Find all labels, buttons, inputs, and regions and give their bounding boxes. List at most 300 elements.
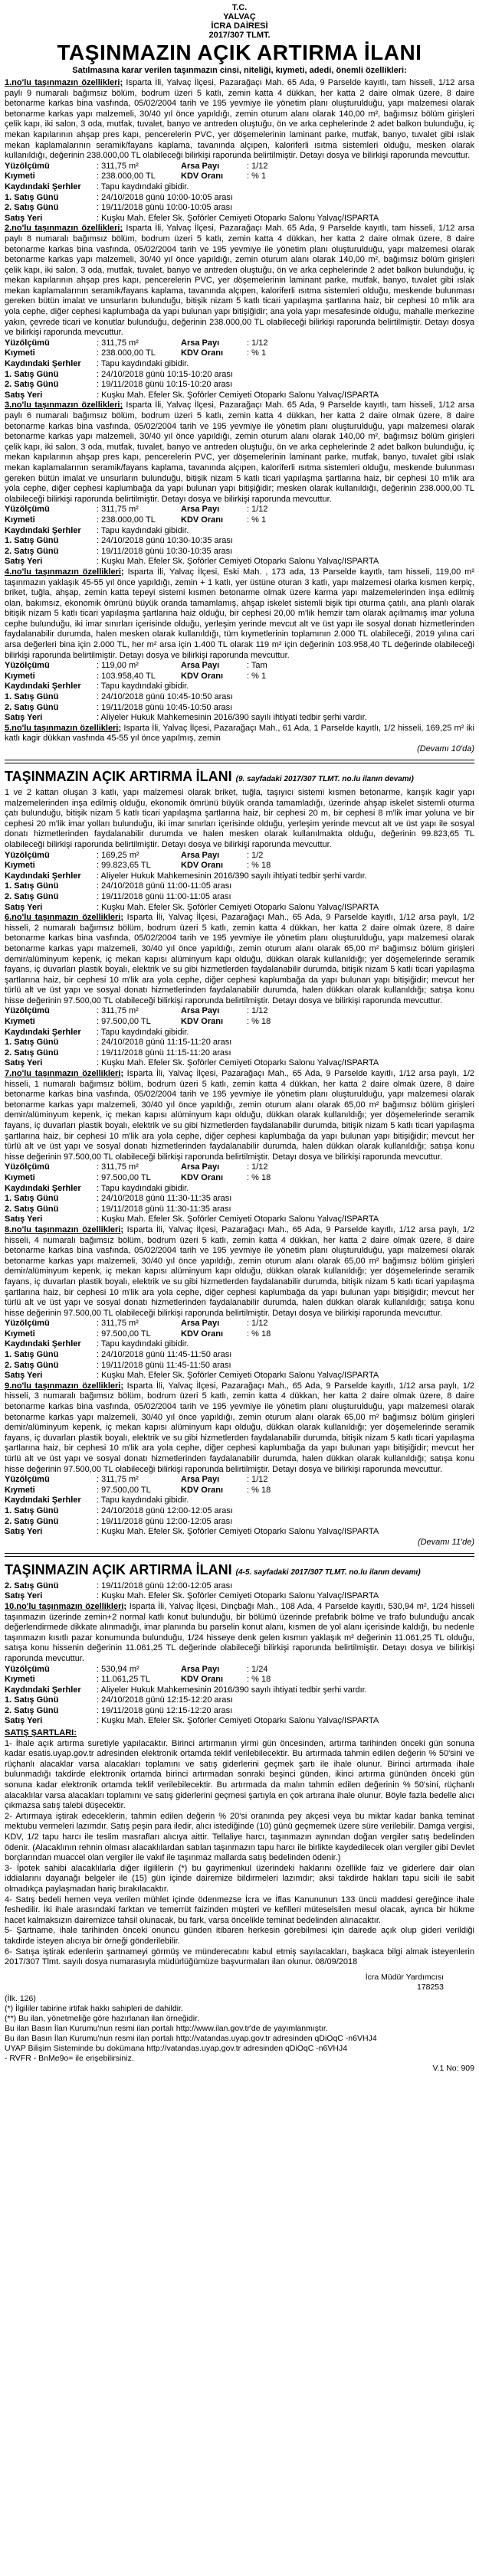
section3-title <box>5 1561 474 1581</box>
detail-row <box>5 557 474 567</box>
detail-row <box>5 1685 474 1696</box>
value: : 311,75 m² <box>97 505 139 515</box>
label: 2. Satış Günü <box>5 1048 59 1058</box>
parcel-heading: 3.no'lu taşınmazın özellikleri; <box>5 400 123 410</box>
parcel-description <box>5 400 474 505</box>
detail-row <box>5 1675 474 1685</box>
value: : 19/11/2018 günü 12:00-12:05 arası <box>97 1581 233 1590</box>
signature-title: İcra Müdür Yardımcısı <box>365 1972 444 1982</box>
detail-row <box>5 682 474 692</box>
label: Satış Yeri <box>5 1371 43 1381</box>
value: : 1/12 <box>247 505 268 515</box>
parcel10 <box>5 1602 474 1727</box>
value: : 311,75 m² <box>97 338 139 348</box>
value: : 311,75 m² <box>97 1319 139 1329</box>
value: : 1/24 <box>247 1664 268 1674</box>
label: Yüzölçümü <box>5 505 50 515</box>
detail-row <box>5 203 474 214</box>
detail-row <box>5 1194 474 1205</box>
parcel5-details <box>5 851 474 914</box>
label: Yüzölçümü <box>5 661 50 671</box>
value: : Tapu kaydındaki gibidir. <box>97 181 189 191</box>
value: : 238.000,00 TL <box>97 348 156 358</box>
detail-row <box>5 380 474 391</box>
label: Yüzölçümü <box>5 1162 50 1172</box>
value: : 311,75 m² <box>97 1162 139 1172</box>
footnote-3: Bu ilan Basın İlan Kurumu'nun resmi ilan portalı http://www.ilan.gov.tr'de de yayımlanmıştır. <box>5 2023 328 2033</box>
value: : Tapu kaydındaki gibidir. <box>97 682 189 691</box>
value: : 97.500,00 TL <box>97 1017 151 1027</box>
detail-row <box>5 193 474 204</box>
value: : Kuşku Mah. Efeler Sk. Şoförler Cemiyeti Otoparkı Salonu Yalvaç/ISPARTA <box>97 390 379 400</box>
parcel-text: Isparta İli, Yalvaç İlçesi, Dinçbağı Mah., 108 Ada, 4 Parselde kayıtlı, 530,94 m², 1/24 hisseli taşınmazın üzerinde zemin+2 normal katlı konut bulunduğu, bir bölümü üzerinde prefabrik bölme ve trafo bulunduğu ancak değerlendirmede dikkate alınmadığı, imar planında bu parselin konut alanı, kısmen de yol alanı içerisinde kaldığı, bu nedenle taşınmazın kısıtlı pazar konumunda bulunduğu, 1/24 hisseye denk gelen kısmın yaklaşık m² değerinin 11.061,25 TL olduğu, satışa konu hissenin değerinin 11.061,25 TL değerinde olabileceği bilirkişi raporunda belirtilmiştir. Detayı dosya ve bilirkişi raporunda mevcuttur. <box>5 1601 474 1663</box>
label: 1. Satış Günü <box>5 1038 59 1048</box>
value: : 1/12 <box>247 338 268 348</box>
court-header <box>5 0 474 40</box>
label: Kaydındaki Şerhler <box>5 181 81 191</box>
label: KDV Oranı <box>181 1675 224 1685</box>
label: KDV Oranı <box>181 1485 224 1495</box>
detail-row <box>5 348 474 359</box>
header-line2: YALVAÇ <box>223 12 256 21</box>
label: Yüzölçümü <box>5 1475 50 1485</box>
value: : 311,75 m² <box>97 161 139 171</box>
label: Yüzölçümü <box>5 161 50 171</box>
value: : Tapu kaydındaki gibidir. <box>97 1496 189 1505</box>
parcel-text: Isparta İli, Yalvaç İlçesi, Pazarağaçı Mah., 65 Ada, 9 Parselde kayıtlı, 1/12 arsa paylı, 1/2 hisseli, 3 numaralı bağımsız bölüm, bodrum üzeri 5 katlı, zemin katta 4 dükkan, her katta 2 daire olmak üzere, 8 daire betonarme karkas bina vasfında, 05/02/2004 tarih ve 195 yevmiye ile yönetim planı oluşturulduğu, yapı malzemesi olarak betonarme karkas yapı malzemeli, 30/40 yıl önce yapıldığı, zemin oturum alanı olarak 65,00 m² bağımsız bölüm girişleri demir/alüminyum kepenk, iç mekan kapısı alüminyum kapı olduğu, dükkan olarak kullanıldığı; yer döşemelerinde seramik fayans, iç duvarları plastik boyalı, elektrik ve su gibi hizmetlerden faydalanabilir durumda, bitişik nizam 5 katlı ticari yapılaşma şartlarına haiz, bir cephesi 10 m'lik ara yola cephe, diğer cephesi kaplumbağa da yapı bulunan yapı bitişiğidir; mevcut her türlü alt ve üst yapı ve sosyal donatı hizmetlerinden faydalanabilir durumda, halen dükkan olarak kullanıldığı; satışa konu hisse değerinin 97.500,00 TL olabileceği bilirkişi raporunda belirtilmiştir. Detayı dosya ve bilirkişi raporunda mevcuttur. <box>5 1381 474 1474</box>
detail-row <box>5 1475 474 1486</box>
detail-row <box>5 1496 474 1506</box>
parcel-text: Isparta İli, Yalvaç İlçesi, Pazarağaçı Mah., 65 Ada, 9 Parselde kayıtlı, 1/12 arsa paylı, 1/2 hisseli, 2 numaralı bağımsız bölüm, bodrum üzeri 5 katlı, zemin katta 4 dükkan, her katta 2 daire olmak üzere, 8 daire betonarme karkas bina vasfında, 05/02/2004 tarih ve 195 yevmiye ile yönetim planı oluşturulduğu, yapı malzemesi olarak betonarme karkas yapı malzemeli, 30/40 yıl önce yapıldığı, zemin oturum alanı olarak 65,00 m² bağımsız bölüm girişleri demir/alüminyum kepenk, iç mekan kapısı alüminyum kapı olduğu, dükkan olarak kullanıldığı; yer döşemelerinde seramik fayans, iç duvarları plastik boyalı, elektrik ve su gibi hizmetlerden faydalanabilir durumda, bitişik nizam 5 katlı ticari yapılaşma şartlarına haiz, bir cephesi 10 m'lik ara yola cephe, diğer cephesi kaplumbağa da yapı bulunan yapı bitişiğidir; mevcut her türlü alt ve üst yapı ve sosyal donatı hizmetlerinden faydalanabilir durumda, halen dükkan olarak kullanıldığı; satışa konu hisse değerinin 97.500,00 TL olabileceği bilirkişi raporunda belirtilmiştir. Detayı dosya ve bilirkişi raporunda mevcuttur. <box>5 913 474 1005</box>
label: 1. Satış Günü <box>5 881 59 891</box>
conditions-list <box>5 1739 474 1968</box>
label: Arsa Payı <box>181 1319 220 1329</box>
label: Satış Yeri <box>5 557 43 567</box>
detail-row <box>5 851 474 861</box>
label: Arsa Payı <box>181 1664 220 1674</box>
detail-row <box>5 214 474 224</box>
parcel-text: Isparta İli, Yalvaç İlçesi, Pazarağaçı Mah., 61 Ada, 1 Parselde kayıtlı, 1/2 hisseli, 169,25 m² iki katlı kagir dükkan vasfında 45-55 yıl önce yapılmış, zemin <box>5 723 474 744</box>
parcel-description <box>5 1069 474 1162</box>
label: 1. Satış Günü <box>5 192 59 202</box>
value: : % 1 <box>247 348 267 358</box>
detail-row <box>5 871 474 882</box>
detail-row <box>5 1048 474 1059</box>
label: Yüzölçümü <box>5 338 50 348</box>
label: 2. Satış Günü <box>5 702 59 712</box>
section2-intro: 1 ve 2 kattan oluşan 3 katlı, yapı malzemesi olarak briket, tuğla, taşıyıcı sistemi kısmen betonarme, karışık kagir yapı malzemelerinden inşa edilmiş olduğu, ekonomik ömrünü büyük oranda tamamladığı, üzerinde ahşap iskelet sistemli oturma çatı bulunduğu, bitişik nizam 5 katlı ticari yapılaşma şartlarına haiz, bir cephesi 20 m, bir cephesi 8 m'lik imar yoluna ve bir cephesi 20 m'lik imar yolları bulunduğu, iki imar sınırları içerisinde olduğu, yerleşim yerinde mevcut alt ve üst yapı ile sosyal donatı hizmetlerinden faydalanabilir durumda ve halen mesken olarak kullanılmakta olduğu, değerinin 99.823,65 TL olabileceği bilirkişi raporunda belirtilmiştir. Detayı dosya ve bilirkişi raporunda mevcuttur. <box>5 788 474 849</box>
value: : Kuşku Mah. Efeler Sk. Şoförler Cemiyeti Otoparkı Salonu Yalvaç/ISPARTA <box>97 1371 379 1381</box>
label: Kıymeti <box>5 172 35 181</box>
detail-row <box>5 1038 474 1048</box>
label: Arsa Payı <box>181 661 220 671</box>
detail-row <box>5 1350 474 1361</box>
value: : Tapu kaydındaki gibidir. <box>97 525 189 535</box>
value: : 19/11/2018 günü 10:15-10:20 arası <box>97 380 233 390</box>
label: Yüzölçümü <box>5 850 50 860</box>
value: : Kuşku Mah. Efeler Sk. Şoförler Cemiyeti Otoparkı Salonu Yalvaç/ISPARTA <box>97 1591 379 1601</box>
value: : 19/11/2018 günü 12:15-12:20 arası <box>97 1705 233 1715</box>
detail-row <box>5 515 474 526</box>
parcel-heading: 9.no'lu taşınmazın özellikleri; <box>5 1381 123 1391</box>
section-divider <box>5 760 474 763</box>
label: Kıymeti <box>5 1485 35 1495</box>
parcel-list-2 <box>5 913 474 1538</box>
parcel-text: Isparta İli, Yalvaç İlçesi, Pazarağaçı Mah. 65 Ada, 9 Parselde kayıtlı, tam hisseli, 1/12 arsa paylı 6 numaralı bağımsız bölüm, bodrum üzeri 5 katlı, zemin katta 4 dükkan, her katta 2 daire olmak üzere, 8 daire betonarme karkas bina vasfında, 05/02/2004 tarih ve 195 yevmiye ile yönetim planı oluşturulduğu, yapı malzemesi olarak betonarme karkas yapı malzemeli, 30/40 yıl önce yapıldığı, zemin oturum alanı olarak 140,00 m², bağımsız bölüm girişleri çelik kapı, iki salon, 3 oda, mutfak, tuvalet, banyo ve antreden oluştuğu, ön ve arka cephelerinde 2 adet balkon bulunduğu, iç mekan kapılarının ahşap pres kapı, pencerelerin PVC, yer döşemelerinin laminant parke, mutfak, banyo, tuvalet gibi ıslak mekan kaplamalarının seramik/fayans kaplama, tavanında alçıpen, kaloriferli ısıtma sistemleri olduğu, meskende bulunması gereken bütün imalat ve unsurların bulunduğu, bitişik nizam 5 katlı ticari yapılaşma şartlarına haiz, bir cephesi 10 m'lik ara yola cephe, diğer cephesi kaplumbağa da yapı bulunan yapı bitişiğidir; mesken olarak kullanıldığı, değerinin 238.000,00 TL olabileceği bilirkişi raporunda belirtilmiştir. Detayı dosya ve bilirkişi raporunda mevcuttur. <box>5 400 474 504</box>
footnote-6: - RVFR - BnMe9o= ile erişebilirsiniz. <box>5 2053 134 2063</box>
value: : % 1 <box>247 515 267 525</box>
detail-row <box>5 672 474 682</box>
parcel-heading: 2.no'lu taşınmazın özellikleri; <box>5 224 123 234</box>
detail-row <box>5 1184 474 1195</box>
header-line3: İCRA DAİRESİ <box>211 21 268 31</box>
parcel-heading: 4.no'lu taşınmazın özellikleri; <box>5 567 124 577</box>
parcel-description <box>5 1225 474 1319</box>
parcel-text: Isparta İli, Yalvaç İlçesi, Pazarağaçı Mah., 65 Ada, 9 Parselde kayıtlı, 1/12 arsa paylı, 1/2 hisseli, 4 numaralı bağımsız bölüm, bodrum üzeri 5 katlı, zemin katta 4 dükkan, her katta 2 daire olmak üzere, 8 daire betonarme karkas bina vasfında, 05/02/2004 tarih ve 195 yevmiye ile yönetim planı oluşturulduğu, yapı malzemesi olarak betonarme karkas yapı malzemeli, 30/40 yıl önce yapıldığı, zemin oturum alanı olarak 65,00 m² bağımsız bölüm girişleri demir/alüminyum kepenk, iç mekan kapısı alüminyum kapı olduğu, dükkan olarak kullanıldığı; yer döşemelerinde seramik fayans, iç duvarları plastik boyalı, elektrik ve su gibi hizmetlerden faydalanabilir durumda, bitişik nizam 5 katlı ticari yapılaşma şartlarına haiz, bir cephesi 10 m'lik ara yola cephe, diğer cephesi kaplumbağa da yapı bulunan yapı bitişiğidir; mevcut her türlü alt ve üst yapı ve sosyal donatı hizmetlerinden faydalanabilir durumda, halen dükkan olarak kullanıldığı; satışa konu hisse değerinin 97.500,00 TL olabileceği bilirkişi raporunda belirtilmiştir. Detayı dosya ve bilirkişi raporunda mevcuttur. <box>5 1224 474 1318</box>
label: Kaydındaki Şerhler <box>5 525 81 535</box>
ilk-code: (İlk. 126) <box>5 1993 36 2003</box>
label: Arsa Payı <box>181 338 220 348</box>
label: 2. Satış Günü <box>5 203 59 213</box>
value: : Kuşku Mah. Efeler Sk. Şoförler Cemiyeti Otoparkı Salonu Yalvaç/ISPARTA <box>97 213 379 223</box>
label: Satış Yeri <box>5 1527 43 1537</box>
parcel-description <box>5 567 474 661</box>
continuation-note: (Devamı 10'da) <box>417 744 474 754</box>
detail-row <box>5 713 474 724</box>
value: : 24/10/2018 günü 10:45-10:50 arası <box>97 692 233 702</box>
row-yer <box>5 1591 474 1602</box>
value: : 103.958,40 TL <box>97 671 156 681</box>
label: Satış Yeri <box>5 1591 43 1601</box>
value: : % 18 <box>247 1485 271 1495</box>
footnotes <box>5 1994 474 2074</box>
condition-item: 1- İhale açık artırma suretiyle yapılacaktır. Birinci artırmanın yirmi gün öncesinden, artırma tarihinden önceki gün sonuna kadar esatis.uyap.gov.tr adresinden elektronik ortamda teklif verilebilecektir. Bu artırmada tahmin edilen değerin % 50'sini ve rüçhanlı alacaklar varsa alacakları toplamını ve satış giderlerini geçmek şartı ile ihale olunur. Birinci artırmada ihale bulunmadığı takdirde elektronik ortamda birinci artırmadan sonraki beşinci günden, ikinci artırma gününden önceki gün sonuna kadar elektronik ortamda teklif verilebilecektir. Bu artırmada da malın tahmin edilen değerinin % 50'sini, rüçhanlı alacaklılar varsa alacakları toplamını ve satış giderlerini geçmesi şartıyla en çok artırana ihale olunur. Böyle fazla bedelle alıcı çıkmazsa satış talebi düşecektir. <box>5 1738 474 1811</box>
detail-row <box>5 338 474 349</box>
detail-row <box>5 1527 474 1538</box>
label: KDV Oranı <box>181 515 224 525</box>
label: Kıymeti <box>5 1675 35 1685</box>
value: : 19/11/2018 günü 11:00-11:05 arası <box>97 891 231 901</box>
value: : 24/10/2018 günü 12:15-12:20 arası <box>97 1695 233 1705</box>
label: 2. Satış Günü <box>5 891 59 901</box>
value: : 99.823,65 TL <box>97 861 151 871</box>
detail-row <box>5 903 474 914</box>
footnote-2: (**) Bu ilan, yönetmeliğe göre hazırlanan ilan örneğidir. <box>5 2013 199 2023</box>
label: 1. Satış Günü <box>5 692 59 702</box>
section3-note: (4-5. sayfadaki 2017/307 TLMT. no.lu ilanın devamı) <box>235 1568 421 1577</box>
parcel-list-1 <box>5 78 474 754</box>
detail-row <box>5 1058 474 1069</box>
label: Yüzölçümü <box>5 1319 50 1329</box>
value: : 24/10/2018 günü 11:00-11:05 arası <box>97 881 232 891</box>
footnote-4: Bu ilan Basın İlan Kurumu'nun resmi ilan portalı http://vatandas.uyap.gov.tr adresinden qDiOqC -n6VHJ4 <box>5 2033 377 2043</box>
detail-row <box>5 881 474 892</box>
value: : 19/11/2018 günü 11:15-11:20 arası <box>97 1048 231 1058</box>
label: Kaydındaki Şerhler <box>5 1339 81 1349</box>
label: 1. Satış Günü <box>5 369 59 379</box>
parcel-heading: 6.no'lu taşınmazın özellikleri; <box>5 913 123 923</box>
value: : Kuşku Mah. Efeler Sk. Şoförler Cemiyeti Otoparkı Salonu Yalvaç/ISPARTA <box>97 1716 379 1726</box>
condition-item: 3- İpotek sahibi alacaklılarla diğer ilgililerin (*) bu gayrimenkul üzerindeki haklarını özellikle faiz ve giderlere dair olan iddialarını dayanağı belgeler ile (15) gün içinde dairemize bildirmeleri lazımdır; aksi takdirde hakları tapu sicili ile sabit olmadıkça paylaşmadan hariç bırakılacaktır. <box>5 1863 474 1894</box>
value: : 1/12 <box>247 161 268 171</box>
parcel-heading: 8.no'lu taşınmazın özellikleri; <box>5 1224 123 1234</box>
detail-row <box>5 1517 474 1528</box>
row-ihale2 <box>5 1581 474 1592</box>
section3 <box>5 1561 474 2074</box>
value: : Tapu kaydındaki gibidir. <box>97 1339 189 1349</box>
footnote-1: (*) İlgililer tabirine irtifak hakkı sahipleri de dahildir. <box>5 2003 183 2013</box>
label: 1. Satış Günü <box>5 1505 59 1515</box>
parcel-description <box>5 913 474 1006</box>
label: 1. Satış Günü <box>5 1194 59 1204</box>
value: : 24/10/2018 günü 12:00-12:05 arası <box>97 1505 233 1515</box>
detail-row <box>5 1017 474 1028</box>
header-line4: 2017/307 TLMT. <box>208 31 271 40</box>
detail-row <box>5 692 474 703</box>
label: Arsa Payı <box>181 1006 220 1016</box>
value: : 19/11/2018 günü 10:30-10:35 arası <box>97 546 233 556</box>
value: : 24/10/2018 günü 11:45-11:50 arası <box>97 1350 232 1360</box>
label: Kaydındaki Şerhler <box>5 1183 81 1193</box>
label: KDV Oranı <box>181 671 224 681</box>
signature-block <box>5 1973 474 1992</box>
label: Kaydındaki Şerhler <box>5 359 81 369</box>
value: : 24/10/2018 günü 10:00-10:05 arası <box>97 192 233 202</box>
parcel-text: Isparta İli, Yalvaç İlçesi, Pazarağaçı Mah. 65 Ada, 9 Parselde kayıtlı, tam hisseli, 1/12 arsa paylı 9 numaralı bağımsız bölüm, bodrum üzeri 5 katlı, zemin katta 4 dükkan, her katta 2 daire olmak üzere, 8 daire betonarme karkas bina vasfında, 05/02/2004 tarih ve 195 yevmiye ile yönetim planı oluşturulduğu, yapı malzemesi olarak betonarme karkas yapı malzemeli, 30/40 yıl önce yapıldığı, zemin oturum alanı olarak 140,00 m², bağımsız bölüm girişleri çelik kapı, iki salon, 3 oda, mutfak, tuvalet, banyo ve antreden oluştuğu, ön ve arka cephelerinde 2 adet balkon bulunduğu, iç mekan kapılarının ahşap pres kapı, pencerelerin PVC, yer döşemelerinin laminant parke, mutfak, banyo, tuvalet gibi ıslak mekan kaplamalarının seramik/fayans kaplama, tavanında alçıpen, kaloriferli ısıtma sistemleri olduğu, mesken olarak kullanıldığı, değerinin 238.000,00 TL olabileceği bilirkişi raporunda belirtilmiştir. Detayı dosya ve bilirkişi raporunda mevcuttur. <box>5 78 474 161</box>
value: : 1/2 <box>247 850 264 860</box>
value: : 19/11/2018 günü 10:45-10:50 arası <box>97 702 233 712</box>
header-line1: T.C. <box>231 3 248 12</box>
parcel-description <box>5 724 474 744</box>
detail-row <box>5 172 474 182</box>
value: : 238.000,00 TL <box>97 515 156 525</box>
parcel-heading: 7.no'lu taşınmazın özellikleri; <box>5 1069 123 1079</box>
detail-row <box>5 359 474 370</box>
page-title: TAŞINMAZIN AÇIK ARTIRMA İLANI <box>57 41 422 64</box>
label: KDV Oranı <box>181 861 224 871</box>
value: : Tapu kaydındaki gibidir. <box>97 1183 189 1193</box>
conditions-heading <box>5 1728 474 1739</box>
value: : 119,00 m² <box>97 661 139 671</box>
label: Kıymeti <box>5 861 35 871</box>
section3-title-text: TAŞINMAZIN AÇIK ARTIRMA İLANI <box>5 1561 232 1577</box>
detail-row <box>5 861 474 871</box>
value: : 97.500,00 TL <box>97 1172 151 1182</box>
label: Satış Yeri <box>5 390 43 400</box>
detail-row <box>5 1371 474 1381</box>
section2-title <box>5 768 474 788</box>
label: Kaydındaki Şerhler <box>5 1685 81 1695</box>
label: Arsa Payı <box>181 505 220 515</box>
label: KDV Oranı <box>181 1329 224 1339</box>
value: : 24/10/2018 günü 10:30-10:35 arası <box>97 536 233 546</box>
parcel-description <box>5 78 474 162</box>
detail-row <box>5 370 474 381</box>
parcel-text: Isparta İli, Yalvaç İlçesi, Eski Mah. , 173 ada, 13 Parselde kayıtlı, tam hisseli, 119,00 m² taşınmazın yaklaşık 45-55 yıl önce yapıldığı, zemin + 1 katlı, yer üstüne oturan 3 katlı, yapı malzemesi olarka kısmen kerpiç, briket, tuğla, ahşap, zemin katta tepeyi sistemi kısmen betonarme olmak üzere karma yapı malzemelerinden inşa edilmiş olan, bakımsız, ekonomik ömrünü büyük oranda tamamlamış, ahşap iskelet sistemli bişik tipi oturma çatılı, ana planlı olarak bitişik nizam 5 katlı ticari yapılaşma şartlarına haiz olduğu, bir cephesi 20,00 m'lik hemzir tam olarak açılmamış imar yoluna cephe bulunduğu, iki imar sınırları içerisinde olduğu, yerleşim yerinde mevcut alt ve üst yapı ile sosyal donatı hizmetlerinden faydalanabilir durumda, halen mesken olarak kullanıldığı, tüm kıymetlerinin toplamının 2.000 TL olabileceği, 2019 yılına cari arsa değerleri bina için 2.000 TL, her m² arsa için 1.400 TL olarak 119 m² için değerinin 103.958,40 TL değerinde olabileceği bilirkişi raporunda belirtilmiştir. Detayı dosya ve bilirkişi raporunda mevcuttur. <box>5 567 474 660</box>
value: : % 18 <box>247 861 271 871</box>
label: Kıymeti <box>5 348 35 358</box>
label: Satış Yeri <box>5 902 43 912</box>
label: KDV Oranı <box>181 1017 224 1027</box>
value: : % 1 <box>247 172 267 181</box>
value: : Aliyeler Hukuk Mahkemesinin 2016/390 sayılı ihtiyati tedbir şerhi vardır. <box>97 871 367 881</box>
condition-item: 5- Şartname, ihale tarihinden önceki onuncu günden itibaren herkesin görebilmesi için dairede açık olup gideri verildiği takdirde isteyen alıcıya bir örneği gönderilebilir. <box>5 1926 474 1946</box>
label: Kıymeti <box>5 671 35 681</box>
detail-row <box>5 1339 474 1350</box>
label: Yüzölçümü <box>5 1664 50 1674</box>
parcel-description <box>5 1381 474 1475</box>
detail-row <box>5 1665 474 1675</box>
value: : 311,75 m² <box>97 1006 139 1016</box>
value: : 169,25 m² <box>97 850 139 860</box>
value: : 311,75 m² <box>97 1475 139 1485</box>
detail-row <box>5 1506 474 1517</box>
value: : 1/12 <box>247 1162 268 1172</box>
label: KDV Oranı <box>181 1172 224 1182</box>
label: Yüzölçümü <box>5 1006 50 1016</box>
value: : Aliyeler Hukuk Mahkemesinin 2016/390 sayılı ihtiyati tedbir şerhi vardır. <box>97 1685 367 1695</box>
detail-row <box>5 391 474 401</box>
label: 2. Satış Günü <box>5 1705 59 1715</box>
value: : 238.000,00 TL <box>97 172 156 181</box>
value: : 24/10/2018 günü 11:15-11:20 arası <box>97 1038 232 1048</box>
parcel-text: Isparta İli, Yalvaç İlçesi, Pazarağaçı Mah. 65 Ada, 9 Parselde kayıtlı, tam hisseli, 1/12 arsa paylı 8 numaralı bağımsız bölüm, bodrum üzeri 5 katlı, zemin katta 4 dükkan, her katta 2 daire olmak üzere, 8 daire betonarme karkas bina vasfında, 05/02/2004 tarih ve 195 yevmiye ile yönetim planı oluşturulduğu, yapı malzemesi olarak betonarme karkas yapı malzemeli, 30/40 yıl önce yapıldığı, zemin oturum alanı olarak 140,00 m², bağımsız bölüm girişleri çelik kapı, iki salon, 3 oda, mutfak, tuvalet, banyo ve antreden oluştuğu, ön ve arka cephelerinde 2 adet balkon bulunduğu, iç mekan kapılarının ahşap pres kapı, pencerelerin PVC, yer döşemelerinin laminant parke, mutfak, banyo, tuvalet gibi ıslak mekan kaplamalarının seramik/fayans kaplama, tavanında alçıpen, kaloriferli ısıtma sistemleri olduğu, meskende bulunması gereken bütün imalat ve unsurların bulunduğu, bitişik nizam 5 katlı ticari yapılaşma şartlarına haiz, bir cephesi 10 m'lik ara yola cephe, diğer cephesi kaplumbağa da yapı bulunan yapı bitişiğidir; ana yola yapı mesafesinde olduğu, mahalle merkezine yakın, çevrede ticari ve konutlar bulunduğu, değerinin 238.000,00 TL olabileceği bilirkişi raporunda belirtilmiştir. Detayı dosya ve bilirkişi raporunda mevcuttur. <box>5 224 474 338</box>
detail-row <box>5 1716 474 1727</box>
value: : 19/11/2018 günü 10:00-10:05 arası <box>97 203 233 213</box>
label: 2. Satış Günü <box>5 1360 59 1370</box>
detail-row <box>5 1028 474 1038</box>
page-subtitle: Satılmasına karar verilen taşınmazın cinsi, niteliği, kıymeti, adedi, önemli özellikleri: <box>72 66 407 75</box>
parcel-text: Isparta İli, Yalvaç İlçesi, Pazarağaçı Mah., 65 Ada, 9 Parselde kayıtlı, 1/12 arsa paylı, 1/2 hisseli, 1 numaralı bağımsız bölüm, bodrum üzeri 5 katlı, zemin katta 4 dükkan, her katta 2 daire olmak üzere, 8 daire betonarme karkas bina vasfında, 05/02/2004 tarih ve 195 yevmiye ile yönetim planı oluşturulduğu, yapı malzemesi olarak betonarme karkas yapı malzemeli, 30/40 yıl önce yapıldığı, zemin oturum alanı olarak 65,00 m² bağımsız bölüm girişleri demir/alüminyum kepenk, iç mekan kapısı alüminyum kapı olduğu, dükkan olarak kullanıldığı; yer döşemelerinde seramik fayans, iç duvarları plastik boyalı, elektrik ve su gibi hizmetlerden faydalanabilir durumda, bitişik nizam 5 katlı ticari yapılaşma şartlarına haiz, bir cephesi 10 m'lik ara yola cephe, diğer cephesi kaplumbağa da yapı bulunan yapı bitişiğidir; mevcut her türlü alt ve üst yapı ve sosyal donatı hizmetlerinden faydalanabilir durumda, halen dükkan olarak kullanıldığı; satışa konu hisse değerinin 97.500,00 TL olabileceği bilirkişi raporunda belirtilmiştir. Detayı dosya ve bilirkişi raporunda mevcuttur. <box>5 1069 474 1162</box>
value: : Tam <box>247 661 267 671</box>
value: : Kuşku Mah. Efeler Sk. Şoförler Cemiyeti Otoparkı Salonu Yalvaç/ISPARTA <box>97 1058 379 1068</box>
detail-row <box>5 661 474 672</box>
value: : 24/10/2018 günü 10:15-10:20 arası <box>97 369 233 379</box>
detail-row <box>5 1162 474 1173</box>
detail-row <box>5 1214 474 1225</box>
value: : % 18 <box>247 1172 271 1182</box>
parcel-heading: 5.no'lu taşınmazın özellikleri; <box>5 723 122 733</box>
label: Satış Yeri <box>5 213 43 223</box>
value: : 1/12 <box>247 1475 268 1485</box>
value: : Kuşku Mah. Efeler Sk. Şoförler Cemiyeti Otoparkı Salonu Yalvaç/ISPARTA <box>97 1214 379 1224</box>
value: : % 18 <box>247 1017 271 1027</box>
value: : Kuşku Mah. Efeler Sk. Şoförler Cemiyeti Otoparkı Salonu Yalvaç/ISPARTA <box>97 902 379 912</box>
detail-row <box>5 1006 474 1017</box>
label: 2. Satış Günü <box>5 1581 59 1590</box>
detail-row <box>5 1205 474 1215</box>
value: : Aliyeler Hukuk Mahkemesinin 2016/390 sayılı ihtiyati tedbir şerhi vardır. <box>97 713 367 723</box>
detail-row <box>5 703 474 714</box>
label: KDV Oranı <box>181 348 224 358</box>
label: Satış Yeri <box>5 713 43 723</box>
label: 2. Satış Günü <box>5 546 59 556</box>
value: : 24/10/2018 günü 11:30-11:35 arası <box>97 1194 232 1204</box>
label: 1. Satış Günü <box>5 536 59 546</box>
label: 2. Satış Günü <box>5 1204 59 1214</box>
label: Satış Yeri <box>5 1214 43 1224</box>
value: : Kuşku Mah. Efeler Sk. Şoförler Cemiyeti Otoparkı Salonu Yalvaç/ISPARTA <box>97 557 379 567</box>
label: KDV Oranı <box>181 172 224 181</box>
label: Arsa Payı <box>181 1162 220 1172</box>
signature-no: 178253 <box>416 1982 444 1992</box>
label: 1. Satış Günü <box>5 1350 59 1360</box>
conditions-title: SATIŞ ŞARTLARI: <box>5 1728 77 1738</box>
value: : 530,94 m² <box>97 1664 139 1674</box>
label: Kıymeti <box>5 1172 35 1182</box>
value: : 19/11/2018 günü 11:30-11:35 arası <box>97 1204 231 1214</box>
detail-row <box>5 892 474 903</box>
label: Arsa Payı <box>181 850 220 860</box>
value: : 1/12 <box>247 1319 268 1329</box>
value: : Tapu kaydındaki gibidir. <box>97 1027 189 1037</box>
section-divider <box>5 1553 474 1557</box>
label: 2. Satış Günü <box>5 380 59 390</box>
parcel-heading: 10.no'lu taşınmazın özellikleri; <box>5 1601 127 1611</box>
label: Kaydındaki Şerhler <box>5 682 81 691</box>
detail-row <box>5 1486 474 1496</box>
detail-row <box>5 505 474 515</box>
condition-item: 6- Satışa iştirak edenlerin şartnameyi görmüş ve münderecatını kabul etmiş sayılacakları, başkaca bilgi almak isteyenlerin 2017/307 Tlmt. sayılı dosya numarasıyla müdürlüğümüze başvurmaları ilan olunur. 08/09/2018 <box>5 1947 474 1967</box>
detail-row <box>5 1361 474 1371</box>
value: : 97.500,00 TL <box>97 1485 151 1495</box>
detail-row <box>5 162 474 172</box>
label: Kaydındaki Şerhler <box>5 1496 81 1505</box>
detail-row <box>5 1695 474 1706</box>
label: 2. Satış Günü <box>5 1516 59 1526</box>
section2-title-text: TAŞINMAZIN AÇIK ARTIRMA İLANI <box>5 769 232 784</box>
parcel-description <box>5 224 474 338</box>
label: Kıymeti <box>5 1329 35 1339</box>
label: Kıymeti <box>5 515 35 525</box>
condition-item: 2- Artırmaya iştirak edeceklerin, tahmin edilen değerin % 20'si oranında pey akçesi veya bu miktar kadar banka teminat mektubu vermeleri lazımdır. Satış peşin para iledir, alıcı istediğinde (10) günü geçmemek üzere süre verilebilir. Damga vergisi, KDV, 1/2 tapu harcı ile teslim masrafları alıcıya aittir. Tellaliye harcı, taşınmazın aynından doğan vergiler satış bedelinden ödenir. (Alacaklının rehnin olması alacaklılardan satılan taşınmazın tapu harcı ile birlikte kaydedilecek olan vergiler gibi Devlet borçlarından muaccel olan vergiler ile vakıf ile taşınmaz mallarda satış bedelinden ödenir.) <box>5 1811 474 1863</box>
detail-row <box>5 1319 474 1329</box>
continuation-note: (Devamı 11'de) <box>417 1537 474 1547</box>
value: : 19/11/2018 günü 12:00-12:05 arası <box>97 1516 233 1526</box>
label: Satış Yeri <box>5 1716 43 1726</box>
value: : % 18 <box>247 1329 271 1339</box>
detail-row <box>5 182 474 193</box>
label: Arsa Payı <box>181 1475 220 1485</box>
label: Kaydındaki Şerhler <box>5 871 81 881</box>
vno: V.1 No: 909 <box>432 2063 474 2073</box>
value: : 97.500,00 TL <box>97 1329 151 1339</box>
parcel-heading: 1.no'lu taşınmazın özellikleri; <box>5 78 123 87</box>
label: 1. Satış Günü <box>5 1695 59 1705</box>
section2-note: (9. sayfadaki 2017/307 TLMT. no.lu ilanın devamı) <box>235 775 414 783</box>
condition-item: 4- Satış bedeli hemen veya verilen mühlet içinde ödenmezse İcra ve İflas Kanununun 133 üncü maddesi gereğince ihale feshedilir. İki ihale arasındaki farktan ve temerrüt faizinden müşteri ve kefilleri müteselsilen mesul olacak, ayrıca bir hükme hacet kalmaksızın dairemizce tahsil olunacak, bu fark, varsa öncelikle teminat bedelinden alınacaktır. <box>5 1894 474 1925</box>
section2 <box>5 768 474 1547</box>
value: : 1/12 <box>247 1006 268 1016</box>
label: Arsa Payı <box>181 161 220 171</box>
value: : 11.061,25 TL <box>97 1675 150 1685</box>
value: : Tapu kaydındaki gibidir. <box>97 359 189 369</box>
detail-row <box>5 526 474 537</box>
value: : % 1 <box>247 671 267 681</box>
detail-row <box>5 1706 474 1717</box>
value: : Kuşku Mah. Efeler Sk. Şoförler Cemiyeti Otoparkı Salonu Yalvaç/ISPARTA <box>97 1527 379 1537</box>
detail-row <box>5 1329 474 1340</box>
detail-row <box>5 536 474 547</box>
label: Satış Yeri <box>5 1058 43 1068</box>
footnote-5: UYAP Bilişim Sisteminde bu dokümana http://vatandas.uyap.gov.tr adresinden qDiOqC -n6VHJ4 <box>5 2043 348 2053</box>
value: : % 18 <box>247 1675 271 1685</box>
label: Kıymeti <box>5 1017 35 1027</box>
detail-row <box>5 1173 474 1184</box>
label: Kaydındaki Şerhler <box>5 1027 81 1037</box>
value: : 19/11/2018 günü 11:45-11:50 arası <box>97 1360 231 1370</box>
detail-row <box>5 547 474 557</box>
